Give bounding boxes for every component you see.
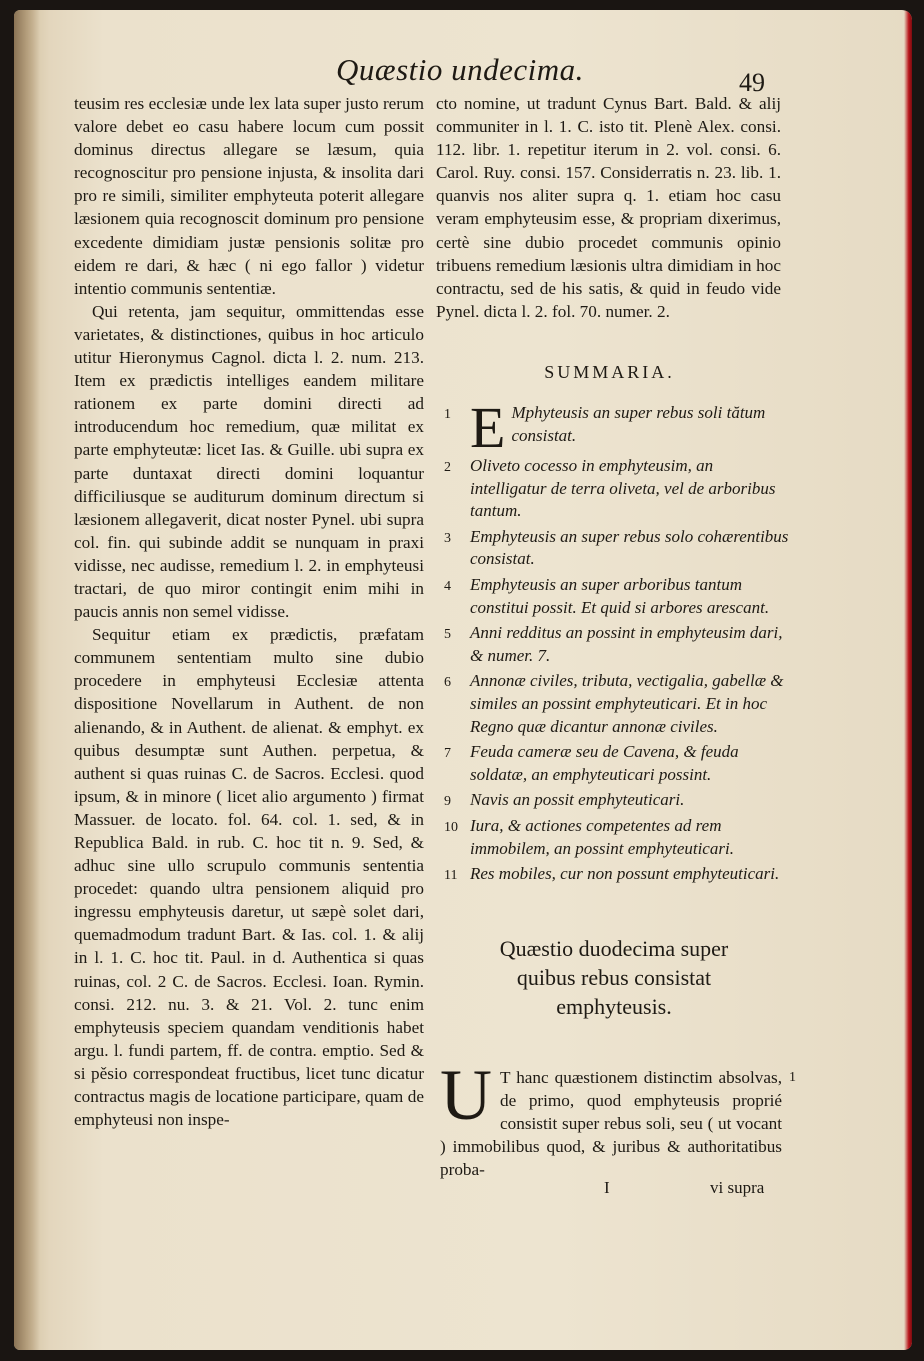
catchword: vi supra (710, 1178, 765, 1197)
left-paragraph-3: Sequitur etiam ex prædictis, præfatam communem sententiam multo sine dubio procedere in emphyteusi Ecclesiæ attenta dispositione Novellarum in Authent. de non alienando, & in Authent. de alienat. & emphyt. ex quibus desumptæ sunt Authen. perpetua, & authent si quas ruinas C. de Sacros. Ecclesi. quod ipsum, & in minore ( licet alio argumento ) firmat Massuer. de locato. fol. 64. col. 1. sed, & in Republica Bald. in rub. C. hoc tit n. 9. Sed, & adhuc sine ullo scrupulo communis sententia procedet: quando ultra pensionem aliquid pro ingressu emphyteusis daretur, ut sæpè solet dari, quemadmodum tradunt Bart. & Ias. col. 1. & alij in l. 1. C. hoc tit. Paul. in d. Authentica si quas ruinas, col. 2 C. de Sacros. Ecclesi. Ioan. Rymin. consi. 212. nu. 3. & 21. Vol. 2. tunc enim emphyteusis speciem quandam venditionis habet argu. l. fundi partem, ff. de contra. emptio. Sed & si pěsio correspondeat fructibus, licet tunc dicatur contractus magis de locatione participare, quam de emphyteusi non inspe- (74, 625, 424, 1130)
summary-item-text: Emphyteusis an super rebus solo cohærentibus consistat. (470, 526, 789, 569)
margin-number: 1 (789, 1070, 796, 1085)
summary-item-number: 2 (444, 460, 451, 475)
summary-list (444, 395, 789, 889)
summary-item-number: 11 (444, 868, 458, 884)
left-paragraph-1: teusim res ecclesiæ unde lex lata super justo rerum valore debet eo casu habere locum cum possit dominus directus allegare se læsum, quia recognoscitur pro pensione injusta, & insolita dari pro re simili, similiter emphyteuta poterit allegare læsionem quia recognoscit dominum pro pensione excedente dimidiam justæ pensionis solitæ pro eidem re dari, & hæc ( ni ego fallor ) videtur intentio communis sententiæ. (74, 94, 424, 298)
summary-item-number: 10 (444, 819, 458, 835)
red-page-edge (904, 10, 912, 1350)
summary-item (444, 526, 789, 571)
summary-item (444, 455, 789, 523)
right-intro-paragraph: cto nomine, ut tradunt Cynus Bart. Bald. & alij communiter in l. 1. C. isto tit. Plenè Alex. consi. 112. libr. 1. repetitur iterum in 2. vol. consi. 6. Carol. Ruy. consi. 157. Considerratis n. 23. lib. 1. quanvis nos aliter supra q. 1. etiam hoc casu veram emphyteusim esse, & propriam dixerimus, certè sine dubio procedet communis opinio tribuens remedium læsionis ultra dimidiam in hoc contractu, sed de his satis, & quid in feudo vide Pynel. dicta l. 2. fol. 70. numer. 2. (436, 94, 781, 321)
signature-mark: I (604, 1178, 610, 1197)
question-body (440, 1055, 782, 1181)
summary-item-text: Res mobiles, cur non possunt emphyteuticari. (470, 864, 780, 884)
summaria-heading: SUMMARIA. (544, 362, 675, 382)
summary-item-text: Iura, & actiones competentes ad rem immobilem, an possint emphyteuticari. (470, 815, 734, 858)
summary-item-number: 4 (444, 578, 451, 594)
summary-item-text: Oliveto cocesso in emphyteusim, an intelligatur de terra oliveta, vel de arboribus tantum. (470, 456, 776, 521)
question-title: Quæstio duodecima super quibus rebus consistat emphyteusis. (499, 936, 729, 1019)
summary-item-number: 1 (444, 407, 451, 422)
summary-item-number: 5 (444, 627, 451, 643)
question-body-text: T hanc quæstionem distinctim absolvas, de primo, quod emphyteusis proprié consistit super rebus soli, seu ( ut vocant ) immobilibus quod, & juribus & authoritatibus proba- (440, 1068, 782, 1180)
summary-item-text: Annonæ civiles, tributa, vectigalia, gabellæ & similes an possint emphyteuticari. Et in hoc Regno quæ dicantur annonæ civiles. (470, 671, 784, 736)
running-title: Quæstio undecima. (336, 52, 584, 87)
summary-item-text: Mphyteusis an super rebus soli tătum consistat. (511, 403, 766, 445)
summary-item-number: 6 (444, 675, 451, 691)
summary-item-number: 3 (444, 530, 451, 546)
summary-item-text: Anni redditus an possint in emphyteusim dari, & numer. 7. (470, 623, 783, 665)
summary-item-number: 9 (444, 794, 451, 810)
page-gutter (14, 10, 40, 1350)
summary-item (444, 815, 789, 860)
summary-item-text: Emphyteusis an super arboribus tantum constitui possit. Et quid si arbores arescant. (470, 574, 770, 617)
summary-item (444, 395, 789, 460)
summary-item (444, 670, 789, 738)
summary-item (444, 789, 789, 812)
summary-item (444, 741, 789, 786)
left-column (74, 92, 424, 1131)
drop-cap-e: E (470, 395, 506, 460)
book-page (14, 10, 912, 1350)
summary-item (444, 574, 789, 619)
drop-cap-u: U (440, 1055, 492, 1135)
summary-item (444, 863, 789, 886)
summary-item (444, 622, 789, 667)
page-number: 49 (739, 68, 765, 97)
right-column-intro (436, 92, 781, 323)
summary-item-number: 7 (444, 746, 451, 762)
left-paragraph-2: Qui retenta, jam sequitur, ommittendas esse varietates, & distinctiones, quibus in hoc articulo utitur Hieronymus Cagnol. dicta l. 2. num. 213. Item ex prædictis intelliges eandem militare rationem ex parte domini directi ad introducendum hoc remedium, quæ militat ex parte emphyteutæ: licet Ias. & Guille. ubi supra ex parte duntaxat directi domini loquantur difficiliusque se auditurum dominum directum si læsionem allegaverit, dicat noster Pynel. ubi supra col. fin. qui subinde addit se nunquam in praxi vidisse, nec audisse, remedium l. 2. in emphyteusi tractari, de quo miror contingit enim mihi in paucis annis non semel vidisse. (74, 301, 424, 622)
summary-item-text: Navis an possit emphyteuticari. (470, 790, 685, 810)
summary-item-text: Feuda cameræ seu de Cavena, & feuda soldatæ, an emphyteuticari possint. (470, 742, 739, 784)
